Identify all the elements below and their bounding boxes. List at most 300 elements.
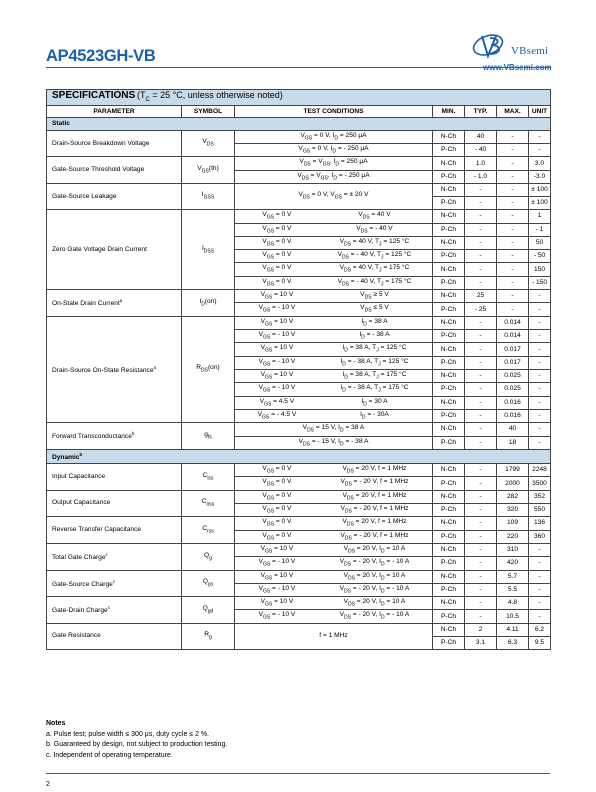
test-condition bbox=[235, 210, 433, 223]
min-value: - bbox=[465, 503, 497, 516]
column-header: PARAMETER bbox=[47, 105, 182, 118]
max-value: - 150 bbox=[529, 276, 551, 289]
min-value: - bbox=[465, 557, 497, 570]
min-value: - 25 bbox=[465, 303, 497, 316]
symbol: $R_g$ bbox=[182, 623, 235, 649]
channel: P-Ch bbox=[433, 477, 465, 490]
min-value: - bbox=[465, 197, 497, 210]
channel: P-Ch bbox=[433, 330, 465, 343]
min-value: - bbox=[465, 383, 497, 396]
max-value: - 50 bbox=[529, 250, 551, 263]
channel: N-Ch bbox=[433, 597, 465, 610]
max-value: 360 bbox=[529, 530, 551, 543]
condition-gate: $V_{GS} = 0$ V bbox=[262, 211, 292, 221]
condition-drain: $V_{DS}$ = - 40 V bbox=[356, 224, 393, 234]
symbol: $C_{iss}$ bbox=[182, 464, 235, 491]
channel: P-Ch bbox=[433, 276, 465, 289]
condition-gate: $V_{GS} = 0$ V bbox=[262, 465, 292, 475]
parameter-name: Gate-Source Leakage bbox=[47, 184, 182, 210]
test-condition bbox=[235, 597, 433, 610]
test-condition bbox=[235, 396, 433, 409]
channel: P-Ch bbox=[433, 530, 465, 543]
min-value: - bbox=[465, 610, 497, 623]
condition-drain: $V_{DS}$ = - 20 V, $I_D$ = - 10 A bbox=[339, 611, 410, 621]
channel: P-Ch bbox=[433, 503, 465, 516]
min-value: 3.1 bbox=[465, 636, 497, 649]
condition-gate: $V_{GS} = 0$ V bbox=[262, 491, 292, 501]
column-header: UNIT bbox=[529, 105, 551, 118]
condition-drain: $V_{DS} = 40$ V, $T_J = 175$ °C bbox=[339, 264, 410, 274]
condition-gate: $V_{GS} = 0$ V bbox=[262, 478, 292, 488]
symbol: $g_{fs}$ bbox=[182, 423, 235, 450]
parameter-name: Output Capacitance bbox=[47, 490, 182, 517]
column-header: TEST CONDITIONS bbox=[235, 105, 433, 118]
symbol: $R_{DS}(on)$ bbox=[182, 316, 235, 423]
min-value: 25 bbox=[465, 290, 497, 303]
condition-gate: $V_{GS} = 10$ V bbox=[260, 544, 294, 555]
min-value: - bbox=[465, 477, 497, 490]
channel: N-Ch bbox=[433, 263, 465, 276]
typ-value: - bbox=[497, 157, 529, 170]
table-row bbox=[47, 316, 551, 329]
channel: P-Ch bbox=[433, 356, 465, 369]
table-row bbox=[47, 157, 551, 170]
test-condition bbox=[235, 409, 433, 422]
condition-gate: $V_{GS} = 10$ V bbox=[260, 344, 294, 354]
condition-drain: $V_{DS}$ = - 20 V, f = 1 MHz bbox=[340, 478, 409, 488]
condition-drain: $V_{DS} = 40$ V bbox=[358, 211, 391, 221]
typ-value: 6.3 bbox=[497, 636, 529, 649]
test-condition bbox=[235, 383, 433, 396]
typ-value: 0.017 bbox=[497, 356, 529, 369]
typ-value: 18 bbox=[497, 436, 529, 449]
parameter-name: Forward Transconductance$^b$ bbox=[47, 423, 182, 450]
max-value: - 1 bbox=[529, 223, 551, 236]
condition-drain: $V_{DS} = 20$ V, $I_D = 10$ A bbox=[343, 598, 406, 608]
condition-gate: $V_{GS} = 10$ V bbox=[260, 598, 294, 608]
typ-value: - bbox=[497, 144, 529, 157]
typ-value: - bbox=[497, 276, 529, 289]
typ-value: 0.025 bbox=[497, 383, 529, 396]
min-value: - bbox=[465, 236, 497, 249]
typ-value: - bbox=[497, 290, 529, 303]
typ-value: 10.5 bbox=[497, 610, 529, 623]
min-value: - 1.0 bbox=[465, 170, 497, 183]
parameter-name: Gate-Source Charge$^c$ bbox=[47, 570, 182, 597]
note-a: a. Pulse test; pulse width ≤ 300 µs, duty cycle ≤ 2 %. bbox=[46, 730, 210, 738]
typ-value: 0.016 bbox=[497, 409, 529, 422]
min-value: - bbox=[465, 436, 497, 449]
table-row bbox=[47, 623, 551, 636]
condition-gate: $V_{GS}$ = - 10 V bbox=[258, 611, 296, 621]
min-value: - bbox=[465, 316, 497, 329]
max-value: - bbox=[529, 303, 551, 316]
channel: N-Ch bbox=[433, 423, 465, 436]
parameter-name: Reverse Transfer Capacitance bbox=[47, 517, 182, 544]
channel: N-Ch bbox=[433, 570, 465, 583]
condition-gate: $V_{GS} = 10$ V bbox=[260, 370, 294, 381]
channel: P-Ch bbox=[433, 250, 465, 263]
page-number: 2 bbox=[46, 781, 50, 788]
test-condition bbox=[235, 250, 433, 263]
test-condition bbox=[235, 477, 433, 490]
max-value: - bbox=[529, 409, 551, 422]
spec-title: SPECIFICATIONS bbox=[52, 90, 136, 101]
max-value: 3.0 bbox=[529, 157, 551, 170]
max-value: 3500 bbox=[529, 477, 551, 490]
column-header: SYMBOL bbox=[182, 105, 235, 118]
condition-drain: $V_{DS} = 20$ V, f = 1 MHz bbox=[342, 465, 407, 475]
column-header: TYP. bbox=[465, 105, 497, 118]
condition-drain: $V_{DS} \ge 5$ V bbox=[360, 291, 389, 301]
channel: P-Ch bbox=[433, 610, 465, 623]
test-condition: f = 1 MHz bbox=[235, 623, 433, 649]
typ-value: 320 bbox=[497, 503, 529, 516]
parameter-name: Drain-Source On-State Resistance$^a$ bbox=[47, 316, 182, 423]
channel: P-Ch bbox=[433, 583, 465, 596]
parameter-name: Total Gate Charge$^c$ bbox=[47, 543, 182, 570]
channel: N-Ch bbox=[433, 343, 465, 356]
max-value: -3.0 bbox=[529, 170, 551, 183]
max-value: - bbox=[529, 316, 551, 329]
part-number-title: AP4523GH-VB bbox=[46, 47, 156, 65]
typ-value: 220 bbox=[497, 530, 529, 543]
max-value: - bbox=[529, 356, 551, 369]
typ-value: - bbox=[497, 263, 529, 276]
symbol: $V_{GS}(th)$ bbox=[182, 157, 235, 184]
max-value: 550 bbox=[529, 503, 551, 516]
channel: P-Ch bbox=[433, 436, 465, 449]
condition-gate: $V_{GS} = 10$ V bbox=[260, 291, 294, 301]
condition-gate: $V_{GS} = 0$ V bbox=[262, 251, 292, 261]
table-row bbox=[47, 184, 551, 197]
channel: P-Ch bbox=[433, 303, 465, 316]
max-value: - bbox=[529, 423, 551, 436]
parameter-name: Gate Resistance bbox=[47, 623, 182, 649]
vbsemi-logo-icon bbox=[470, 30, 510, 64]
test-condition bbox=[235, 530, 433, 543]
condition-drain: $I_D = 30$ A bbox=[361, 397, 388, 407]
typ-value: - bbox=[497, 236, 529, 249]
typ-value: - bbox=[497, 170, 529, 183]
min-value: - bbox=[465, 464, 497, 477]
min-value: - bbox=[465, 409, 497, 422]
test-condition: $V_{DS} = V_{GS}$, $I_D = 250$ µA bbox=[235, 157, 433, 170]
channel: P-Ch bbox=[433, 197, 465, 210]
min-value: - bbox=[465, 330, 497, 343]
min-value: - bbox=[465, 343, 497, 356]
channel: N-Ch bbox=[433, 157, 465, 170]
channel: N-Ch bbox=[433, 623, 465, 636]
condition-drain: $V_{DS} = 20$ V, f = 1 MHz bbox=[342, 491, 407, 501]
max-value: 1 bbox=[529, 210, 551, 223]
symbol: $I_{DSS}$ bbox=[182, 210, 235, 290]
channel: P-Ch bbox=[433, 636, 465, 649]
column-header: MAX. bbox=[497, 105, 529, 118]
condition-drain: $V_{DS}$ = - 20 V, $I_D$ = - 10 A bbox=[339, 558, 410, 568]
condition-drain: $I_D = 38$ A, $T_J = 125$ °C bbox=[342, 344, 407, 354]
condition-gate: $V_{GS} = 0$ V bbox=[262, 237, 292, 248]
typ-value: 0.017 bbox=[497, 343, 529, 356]
test-condition bbox=[235, 356, 433, 369]
typ-value: - bbox=[497, 223, 529, 236]
max-value: 150 bbox=[529, 263, 551, 276]
test-condition: $V_{DS} = 15$ V, $I_D = 38$ A bbox=[235, 423, 433, 436]
min-value: 40 bbox=[465, 130, 497, 143]
max-value: ± 100 bbox=[529, 197, 551, 210]
channel: P-Ch bbox=[433, 557, 465, 570]
min-value: 2 bbox=[465, 623, 497, 636]
min-value: - bbox=[465, 396, 497, 409]
min-value: - bbox=[465, 530, 497, 543]
typ-value: 0.025 bbox=[497, 369, 529, 382]
column-header: MIN. bbox=[433, 105, 465, 118]
channel: P-Ch bbox=[433, 170, 465, 183]
min-value: - bbox=[465, 250, 497, 263]
max-value: - bbox=[529, 290, 551, 303]
min-value: - bbox=[465, 356, 497, 369]
max-value: - bbox=[529, 383, 551, 396]
max-value: 136 bbox=[529, 517, 551, 530]
condition-gate: $V_{GS} = 10$ V bbox=[260, 571, 294, 581]
spec-condition: ($T_C = 25$ °C, unless otherwise noted) bbox=[137, 90, 283, 103]
channel: N-Ch bbox=[433, 490, 465, 503]
condition-gate: $V_{GS} = 10$ V bbox=[260, 317, 294, 328]
test-condition: $V_{DS}$ = - 15 V, $I_D$ = - 38 A bbox=[235, 436, 433, 449]
max-value: 6.2 bbox=[529, 623, 551, 636]
typ-value: 1799 bbox=[497, 464, 529, 477]
typ-value: 5.7 bbox=[497, 570, 529, 583]
section-static: Static bbox=[47, 118, 551, 131]
test-condition bbox=[235, 316, 433, 329]
max-value: - bbox=[529, 570, 551, 583]
test-condition bbox=[235, 263, 433, 276]
condition-gate: $V_{GS} = 4.5$ V bbox=[259, 397, 295, 407]
typ-value: 310 bbox=[497, 543, 529, 556]
typ-value: 420 bbox=[497, 557, 529, 570]
symbol: $Q_{gd}$ bbox=[182, 597, 235, 624]
parameter-name: On-State Drain Current$^a$ bbox=[47, 290, 182, 317]
brand-url[interactable]: www.VBsemi.com bbox=[483, 63, 552, 72]
typ-value: - bbox=[497, 130, 529, 143]
condition-gate: $V_{GS}$ = - 10 V bbox=[258, 304, 296, 314]
typ-value: 0.014 bbox=[497, 316, 529, 329]
table-row bbox=[47, 210, 551, 223]
max-value: - bbox=[529, 396, 551, 409]
note-c: c. Independent of operating temperature. bbox=[46, 751, 173, 759]
channel: P-Ch bbox=[433, 223, 465, 236]
condition-drain: $I_D = 38$ A, $T_J = 175$ °C bbox=[342, 370, 407, 381]
min-value: - bbox=[465, 184, 497, 197]
max-value: - bbox=[529, 597, 551, 610]
max-value: - bbox=[529, 543, 551, 556]
condition-gate: $V_{GS} = 0$ V bbox=[262, 224, 292, 234]
symbol: $Q_{gs}$ bbox=[182, 570, 235, 597]
typ-value: - bbox=[497, 250, 529, 263]
channel: N-Ch bbox=[433, 543, 465, 556]
table-row bbox=[47, 597, 551, 610]
channel: N-Ch bbox=[433, 396, 465, 409]
table-row bbox=[47, 423, 551, 436]
footer-rule bbox=[46, 773, 550, 774]
notes-title: Notes bbox=[46, 720, 66, 727]
test-condition bbox=[235, 303, 433, 316]
channel: N-Ch bbox=[433, 464, 465, 477]
condition-gate: $V_{GS} = 0$ V bbox=[262, 277, 292, 288]
test-condition bbox=[235, 236, 433, 249]
table-row bbox=[47, 543, 551, 556]
typ-value: - bbox=[497, 184, 529, 197]
condition-gate: $V_{GS} = 0$ V bbox=[262, 518, 292, 528]
table-row bbox=[47, 490, 551, 503]
test-condition bbox=[235, 610, 433, 623]
channel: N-Ch bbox=[433, 369, 465, 382]
typ-value: 0.016 bbox=[497, 396, 529, 409]
condition-drain: $V_{DS}$ = - 40 V, $T_J = 175$ °C bbox=[337, 277, 412, 288]
min-value: - bbox=[465, 543, 497, 556]
min-value: - bbox=[465, 369, 497, 382]
table-row bbox=[47, 464, 551, 477]
condition-gate: $V_{GS} = 0$ V bbox=[262, 531, 292, 541]
min-value: - bbox=[465, 490, 497, 503]
parameter-name: Input Capacitance bbox=[47, 464, 182, 491]
test-condition: $V_{GS} = 0$ V, $I_D = 250$ µA bbox=[235, 130, 433, 143]
max-value: - bbox=[529, 343, 551, 356]
typ-value: 4.11 bbox=[497, 623, 529, 636]
typ-value: 2000 bbox=[497, 477, 529, 490]
parameter-name: Gate-Drain Charge$^c$ bbox=[47, 597, 182, 624]
test-condition bbox=[235, 330, 433, 343]
test-condition bbox=[235, 369, 433, 382]
table-row bbox=[47, 290, 551, 303]
max-value: 2248 bbox=[529, 464, 551, 477]
channel: N-Ch bbox=[433, 184, 465, 197]
typ-value: 5.5 bbox=[497, 583, 529, 596]
condition-drain: $V_{DS} = 20$ V, $I_D = 10$ A bbox=[343, 571, 406, 581]
max-value: - bbox=[529, 144, 551, 157]
test-condition bbox=[235, 343, 433, 356]
channel: P-Ch bbox=[433, 383, 465, 396]
max-value: - bbox=[529, 330, 551, 343]
symbol: $C_{oss}$ bbox=[182, 490, 235, 517]
condition-drain: $I_D$ = - 38 A, $T_J = 175$ °C bbox=[340, 384, 409, 394]
typ-value: 0.014 bbox=[497, 330, 529, 343]
brand-name: VBsemi bbox=[511, 45, 549, 57]
typ-value: 4.8 bbox=[497, 597, 529, 610]
note-b: b. Guaranteed by design, not subject to production testing. bbox=[46, 741, 228, 748]
channel: P-Ch bbox=[433, 144, 465, 157]
test-condition: $V_{DS} = V_{GS}$, $I_D$ = - 250 µA bbox=[235, 170, 433, 183]
channel: N-Ch bbox=[433, 130, 465, 143]
notes bbox=[46, 719, 227, 761]
parameter-name: Zero Gate Voltage Drain Current bbox=[47, 210, 182, 290]
min-value: - bbox=[465, 597, 497, 610]
max-value: ± 100 bbox=[529, 184, 551, 197]
test-condition bbox=[235, 503, 433, 516]
channel: N-Ch bbox=[433, 236, 465, 249]
condition-drain: $V_{DS} = 20$ V, f = 1 MHz bbox=[342, 518, 407, 528]
test-condition bbox=[235, 557, 433, 570]
typ-value: - bbox=[497, 197, 529, 210]
max-value: - bbox=[529, 130, 551, 143]
min-value: - bbox=[465, 570, 497, 583]
section-dynamic: Dynamic$^b$ bbox=[47, 449, 551, 463]
specifications-table bbox=[46, 89, 551, 650]
typ-value: - bbox=[497, 303, 529, 316]
test-condition bbox=[235, 290, 433, 303]
test-condition: $V_{GS} = 0$ V, $I_D$ = - 250 µA bbox=[235, 144, 433, 157]
channel: N-Ch bbox=[433, 517, 465, 530]
min-value: - bbox=[465, 276, 497, 289]
test-condition bbox=[235, 517, 433, 530]
symbol: $I_D(on)$ bbox=[182, 290, 235, 317]
condition-gate: $V_{GS} = 0$ V bbox=[262, 504, 292, 515]
min-value: - bbox=[465, 263, 497, 276]
min-value: - bbox=[465, 423, 497, 436]
condition-drain: $I_D$ = - 38 A bbox=[359, 331, 390, 341]
table-row bbox=[47, 570, 551, 583]
test-condition bbox=[235, 543, 433, 556]
symbol: $Q_g$ bbox=[182, 543, 235, 570]
condition-drain: $I_D = 38$ A bbox=[361, 317, 388, 328]
max-value: 9.5 bbox=[529, 636, 551, 649]
max-value: 352 bbox=[529, 490, 551, 503]
test-condition bbox=[235, 583, 433, 596]
max-value: - bbox=[529, 557, 551, 570]
condition-drain: $V_{DS} = 40$ V, $T_J = 125$ °C bbox=[339, 237, 410, 248]
channel: P-Ch bbox=[433, 409, 465, 422]
test-condition: $V_{DS} = 0$ V, $V_{GS}$ = ± 20 V bbox=[235, 184, 433, 210]
condition-gate: $V_{GS}$ = - 10 V bbox=[258, 584, 296, 595]
symbol: $V_{DS}$ bbox=[182, 130, 235, 157]
condition-drain: $V_{DS} \le 5$ V bbox=[360, 304, 389, 314]
channel: N-Ch bbox=[433, 210, 465, 223]
test-condition bbox=[235, 223, 433, 236]
max-value: - bbox=[529, 610, 551, 623]
condition-drain: $V_{DS}$ = - 20 V, f = 1 MHz bbox=[340, 504, 409, 515]
max-value: - bbox=[529, 436, 551, 449]
table-row bbox=[47, 130, 551, 143]
max-value: - bbox=[529, 369, 551, 382]
condition-drain: $V_{DS}$ = - 40 V, $T_J = 125$ °C bbox=[337, 251, 412, 261]
table-row bbox=[47, 517, 551, 530]
condition-gate: $V_{GS}$ = - 4.5 V bbox=[257, 410, 297, 421]
test-condition bbox=[235, 490, 433, 503]
condition-drain: $V_{DS}$ = - 20 V, f = 1 MHz bbox=[340, 531, 409, 541]
channel: N-Ch bbox=[433, 290, 465, 303]
typ-value: 40 bbox=[497, 423, 529, 436]
spec-title-cell bbox=[47, 90, 551, 106]
min-value: - bbox=[465, 583, 497, 596]
condition-gate: $V_{GS}$ = - 10 V bbox=[258, 331, 296, 341]
parameter-name: Gate-Source Threshold Voltage bbox=[47, 157, 182, 184]
condition-drain: $V_{DS} = 20$ V, $I_D = 10$ A bbox=[343, 544, 406, 555]
min-value: - 40 bbox=[465, 144, 497, 157]
typ-value: - bbox=[497, 210, 529, 223]
condition-gate: $V_{GS}$ = - 10 V bbox=[258, 357, 296, 367]
max-value: - bbox=[529, 583, 551, 596]
parameter-name: Drain-Source Breakdown Voltage bbox=[47, 130, 182, 157]
condition-drain: $I_D$ = - 38 A, $T_J = 125$ °C bbox=[340, 357, 409, 367]
channel: N-Ch bbox=[433, 316, 465, 329]
test-condition bbox=[235, 276, 433, 289]
max-value: 50 bbox=[529, 236, 551, 249]
condition-drain: $V_{DS}$ = - 20 V, $I_D$ = - 10 A bbox=[339, 584, 410, 595]
typ-value: 109 bbox=[497, 517, 529, 530]
min-value: 1.0 bbox=[465, 157, 497, 170]
min-value: - bbox=[465, 210, 497, 223]
condition-drain: $I_D$ = - 30A bbox=[360, 410, 389, 421]
